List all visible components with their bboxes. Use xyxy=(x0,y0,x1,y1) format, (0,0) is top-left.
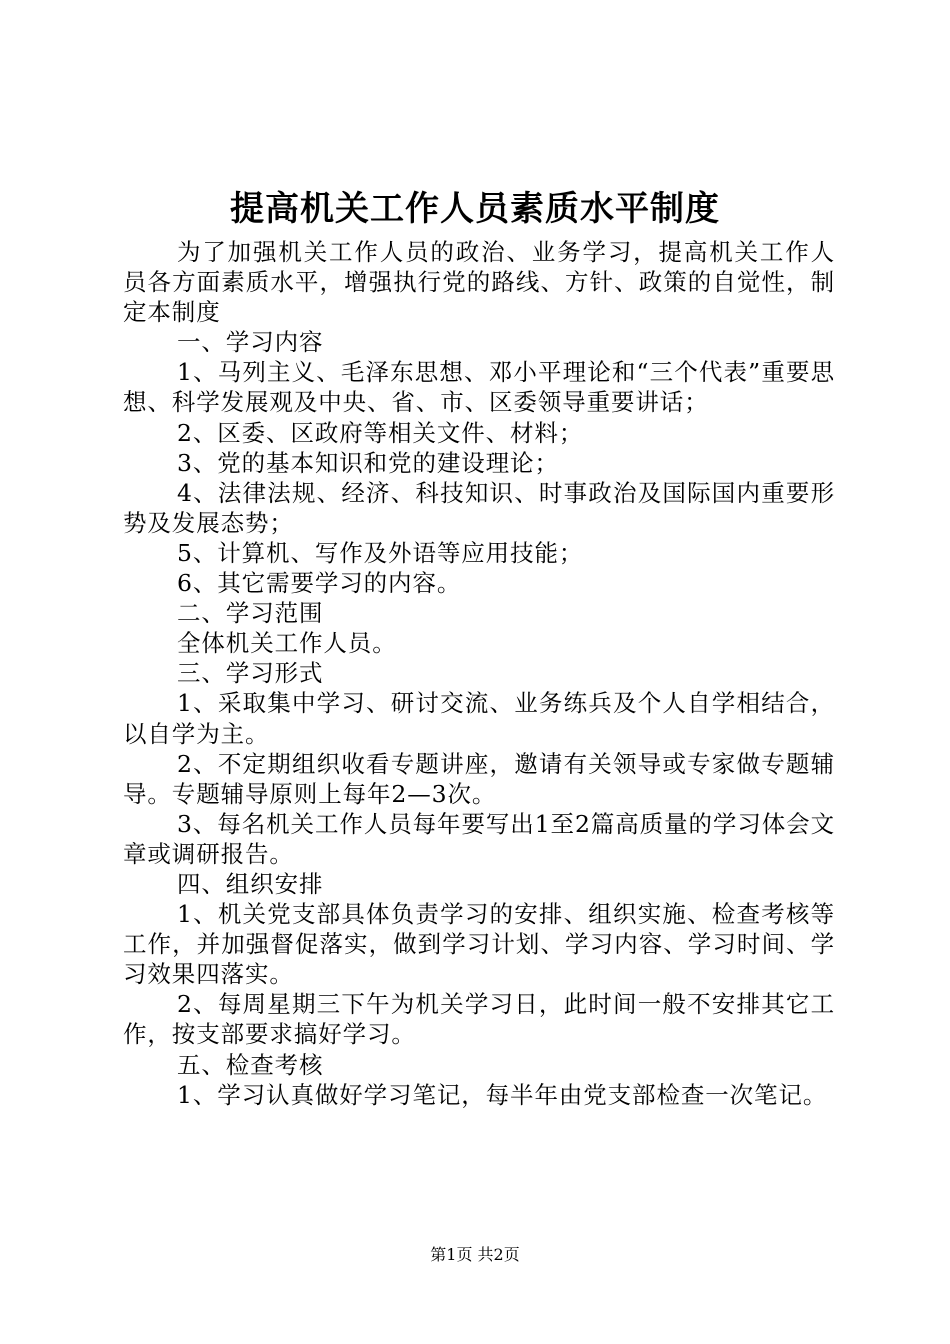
paragraph: 2、不定期组织收看专题讲座，邀请有关领导或专家做专题辅导。专题辅导原则上每年2—3次。 xyxy=(123,749,835,808)
paragraph: 5、计算机、写作及外语等应用技能； xyxy=(177,538,584,567)
section-heading-inspection: 五、检查考核 xyxy=(177,1050,324,1079)
paragraph-intro: 为了加强机关工作人员的政治、业务学习，提高机关工作人员各方面素质水平，增强执行党的路线、方针、政策的自觉性，制定本制度 xyxy=(123,238,835,327)
section-heading-scope: 二、学习范围 xyxy=(177,599,324,628)
paragraph: 4、法律法规、经济、科技知识、时事政治及国际国内重要形势及发展态势； xyxy=(123,478,835,537)
paragraph: 1、学习认真做好学习笔记，每半年由党支部检查一次笔记。 xyxy=(177,1080,828,1109)
paragraph: 1、机关党支部具体负责学习的安排、组织实施、检查考核等工作，并加强督促落实，做到学习计划、学习内容、学习时间、学习效果四落实。 xyxy=(123,900,835,989)
section-heading-content: 一、学习内容 xyxy=(177,328,324,357)
document-body xyxy=(123,237,835,1110)
paragraph: 2、区委、区政府等相关文件、材料； xyxy=(177,418,584,447)
paragraph: 1、马列主义、毛泽东思想、邓小平理论和“三个代表”重要思想、科学发展观及中央、省、市、区委领导重要讲话； xyxy=(123,358,835,417)
section-heading-form: 三、学习形式 xyxy=(177,659,324,688)
paragraph: 2、每周星期三下午为机关学习日，此时间一般不安排其它工作，按支部要求搞好学习。 xyxy=(123,990,835,1049)
paragraph: 1、采取集中学习、研讨交流、业务练兵及个人自学相结合，以自学为主。 xyxy=(123,689,835,748)
section-heading-organization: 四、组织安排 xyxy=(177,869,324,898)
paragraph: 3、每名机关工作人员每年要写出1至2篇高质量的学习体会文章或调研报告。 xyxy=(123,809,835,868)
paragraph: 全体机关工作人员。 xyxy=(177,629,397,658)
paragraph: 3、党的基本知识和党的建设理论； xyxy=(177,448,559,477)
page-number-footer: 第1页 共2页 xyxy=(430,1245,520,1264)
document-title: 提高机关工作人员素质水平制度 xyxy=(230,189,720,229)
paragraph: 6、其它需要学习的内容。 xyxy=(177,569,462,598)
